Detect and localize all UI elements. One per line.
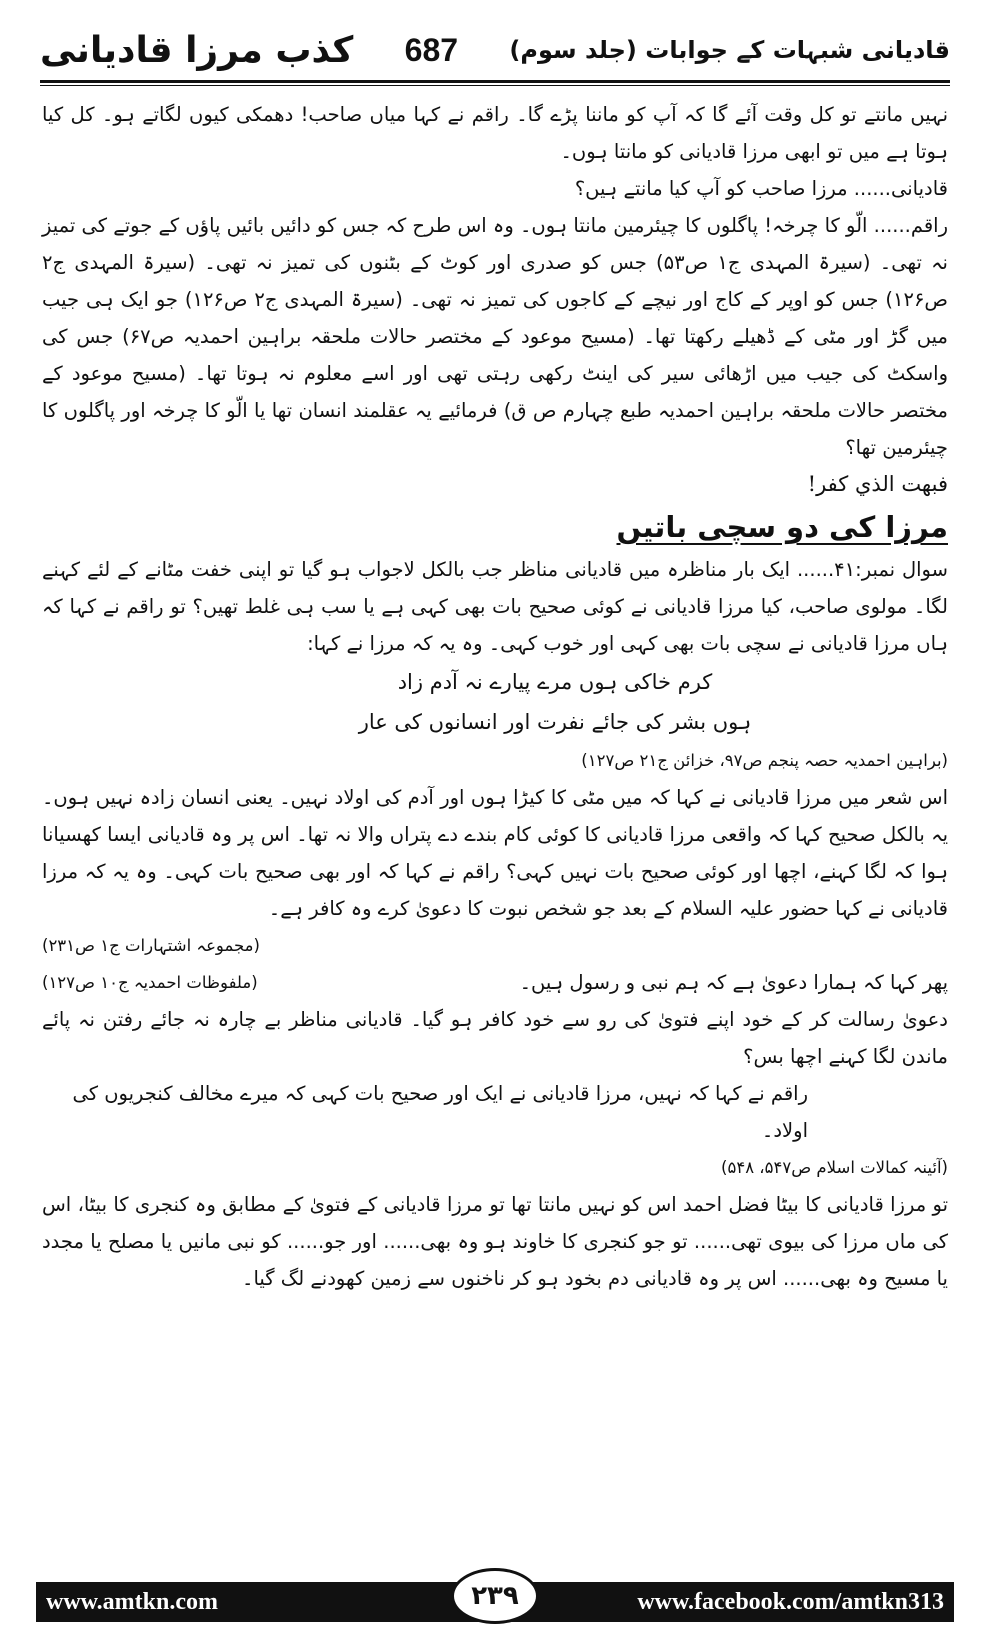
paragraph: دعویٰ رسالت کر کے خود اپنے فتویٰ کی رو سے خود کافر ہو گیا۔ قادیانی مناظر بے چارہ نہ جائے رفتن نہ پائے ماندن لگا کہنے اچھا بس؟ [42,1008,948,1068]
section-heading: مرزا کی دو سچی باتیں [616,510,948,544]
quote-row [42,964,948,1001]
paragraph: پھر کہا کہ ہمارا دعویٰ ہے کہ ہم نبی و رسول ہیں۔ [519,971,948,994]
paragraph: اس شعر میں مرزا قادیانی نے کہا کہ میں مٹی کا کیڑا ہوں اور آدم کی اولاد نہیں۔ یعنی انسان زادہ نہیں ہوں۔ یہ بالکل صحیح کہا کہ واقعی مرزا قادیانی کا کوئی کام بندے دے پتراں والا نہ تھا۔ اس پر وہ قادیانی ایسا کھسیانا ہوا کہ لگا کہنے، اچھا اور کوئی صحیح بات نہیں کہی؟ راقم نے کہا کہ اور بھی صحیح بات کہی۔ وہ یہ کہ مرزا قادیانی نے کہا حضور علیہ السلام کے بعد جو شخص نبوت کا دعویٰ کرے وہ کافر ہے۔ [42,786,948,920]
header-divider-thin [40,85,950,86]
reference: (آئینہ کمالات اسلام ص۵۴۷، ۵۴۸) [721,1158,948,1177]
paragraph: تو مرزا قادیانی کا بیٹا فضل احمد اس کو نہیں مانتا تھا تو مرزا قادیانی کے فتویٰ کے مطابق وہ کنجری کا بیٹا، اس کی ماں مرزا کی بیوی تھی...... تو جو کنجری کا خاوند ہو وہ بھی...... اور جو...... کو نبی مانیں یا مصلح یا مجدد یا مسیح وہ بھی...... اس پر وہ قادیانی دم بخود ہو کر ناخنوں سے زمین کھودنے لگ گیا۔ [42,1193,948,1290]
reference-row [42,927,948,964]
series-title: قادیانی شبہات کے جوابات (جلد سوم) [509,36,950,64]
poem-line: ہوں بشر کی جائے نفرت اور انسانوں کی عار [358,710,752,734]
dialogue-line: قادیانی...... مرزا صاحب کو آپ کیا مانتے ہیں؟ [574,177,948,200]
page-number: 687 [404,31,459,68]
reference: (براہین احمدیہ حصہ پنجم ص۹۷، خزائن ج۲۱ ص۱۲۷) [581,751,948,770]
paragraph: راقم...... الّو کا چرخہ! پاگلوں کا چیئرمین مانتا ہوں۔ وہ اس طرح کہ جس کو دائیں بائیں پاؤں کے جوتے کی تمیز نہ تھی۔ (سیرۃ المہدی ج۱ ص۵۳) جس کو صدری اور کوٹ کے بٹنوں کی تمیز نہ تھی۔ (سیرۃ المہدی ج۲ ص۱۲۶) جس کو اوپر کے کاج اور نیچے کے کاجوں کی تمیز نہ تھی۔ (سیرۃ المہدی ج۲ ص۱۲۶) جو ایک ہی جیب میں گڑ اور مٹی کے ڈھیلے رکھتا تھا۔ (مسیح موعود کے مختصر حالات ملحقہ براہین احمدیہ ص۶۷) جس کی واسکٹ کی جیب میں اڑھائی سیر کی اینٹ رکھی رہتی تھی اور اسے معلوم نہ ہوتا تھا۔ (مسیح موعود کے مختصر حالات ملحقہ براہین احمدیہ طبع چہارم ص ق) فرمائیے یہ عقلمند انسان تھا یا الّو کا چرخہ اور پاگلوں کا چیئرمین تھا؟ [42,214,948,459]
paragraph: سوال نمبر:۴۱...... ایک بار مناظرہ میں قادیانی مناظر جب بالکل لاجواب ہو گیا تو اپنی خفت مٹانے کے لئے کہنے لگا۔ مولوی صاحب، کیا مرزا قادیانی نے کوئی صحیح بات بھی کہی ہے یا سب ہی غلط تھیں؟ تو راقم نے کہا کہ ہاں مرزا قادیانی نے سچی بات بھی کہی اور خوب کہی۔ وہ یہ کہ مرزا نے کہا: [42,558,948,655]
reference: (ملفوظات احمدیہ ج۱۰ ص۱۲۷) [42,973,258,992]
facebook-link[interactable]: www.facebook.com/amtkn313 [637,1588,944,1615]
paragraph: راقم نے کہا کہ نہیں، مرزا قادیانی نے ایک اور صحیح بات کہی کہ میرے مخالف کنجریوں کی اولاد۔ [72,1082,808,1142]
poem-line: کرم خاکی ہوں مرے پیارے نہ آدم زاد [397,670,713,694]
arabic-quote: فبهت الذي كفر! [807,472,948,496]
page-badge: ۲۳۹ [451,1568,539,1624]
paragraph: نہیں مانتے تو کل وقت آئے گا کہ آپ کو ماننا پڑے گا۔ راقم نے کہا میاں صاحب! دھمکی کیوں لگاتے ہو۔ کل کیا ہوتا ہے میں تو ابھی مرزا قادیانی کو مانتا ہوں۔ [42,103,948,163]
reference: (مجموعہ اشتہارات ج۱ ص۲۳۱) [42,936,260,955]
page-footer [36,1582,954,1622]
book-title: کذب مرزا قادیانی [40,29,354,71]
website-link[interactable]: www.amtkn.com [46,1588,218,1615]
page-body [42,96,948,1555]
header-divider [40,80,950,83]
page-header [40,24,950,76]
